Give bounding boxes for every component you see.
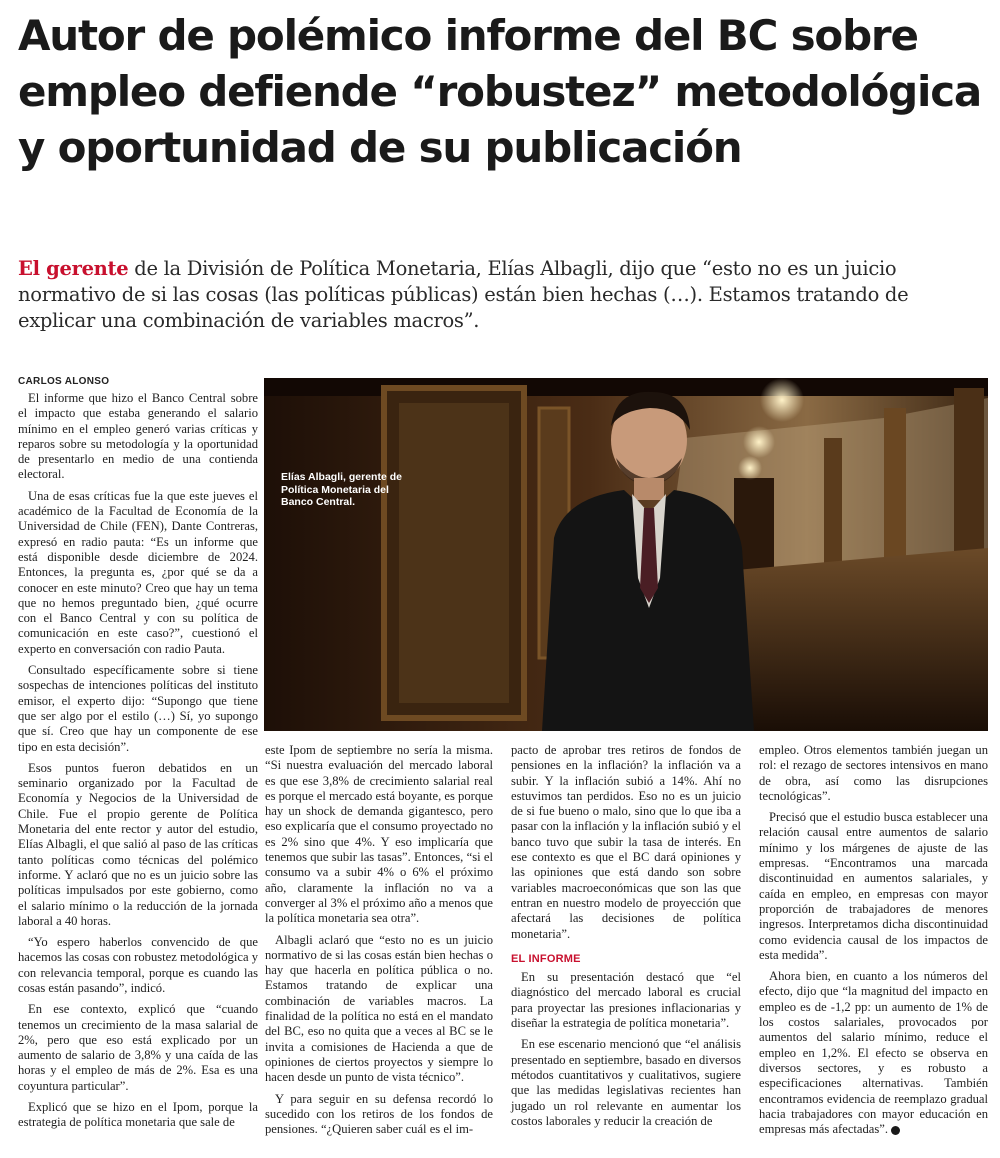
byline: CARLOS ALONSO	[18, 376, 110, 387]
headline: Autor de polémico informe del BC sobre empleo defiende “robustez” metodológica y oportunidad de su publicación	[18, 11, 982, 172]
paragraph: empleo. Otros elementos también juegan un rol: el rezago de sectores intensivos en mano de obra, así como las disrupciones tecnológicas”.	[759, 743, 988, 803]
paragraph: Una de esas críticas fue la que este jueves el académico de la Facultad de Economía de la Universidad de Chile (FEN), Dante Contreras, expresó en radio pauta: “Es un informe que está disponible desde diciembre de 2024. Entonces, la pregunta es, ¿por qué se da a conocer en este minuto? Creo que hay un tema que no hemos preguntado bien, ¿qué ocurre con el Banco Central y con su política de comunicación en este caso?”, cuestionó el experto en conversación con radio Pauta.	[18, 488, 258, 656]
paragraph: Precisó que el estudio busca establecer una relación causal entre aumentos de salario mínimo y los márgenes de ajuste de las empresas. “Encontramos una marcada discontinuidad en aumentos salariales, y caída en empleo, en empresas con mayor proporción de trabajadores de menores ingresos. Interpretamos dicha discontinuidad como evidencia causal de los impactos de esta medida”.	[759, 810, 988, 962]
column-4	[759, 743, 988, 1143]
lead-kicker: El gerente	[18, 257, 129, 280]
photo-caption: Elías Albagli, gerente de Política Monetaria del Banco Central.	[281, 471, 402, 508]
paragraph-text: Ahora bien, en cuanto a los números del efecto, dijo que “la magnitud del impacto en empleo es de -1,2 pp: un aumento de 1% de los costos salariales, provocados por aumentos del salario mínimo, reduce el empleo en 1,2%. El efecto se observa en diversos sectores, y es robusto a especificaciones alternativas. También encontramos evidencia de reemplazo gradual hacia trabajadores con mayor educación en empresas más afectadas”.	[759, 969, 988, 1137]
hallway-portrait-illustration	[264, 378, 988, 731]
paragraph: En ese contexto, explicó que “cuando tenemos un crecimiento de la masa salarial de 2%, pero que eso está explicado por un aumento de salario de 3,8% y una caída de las horas y el empleo de más de 2%. Esa es una coyuntura particular”.	[18, 1002, 258, 1093]
column-1	[18, 391, 258, 1137]
paragraph: Esos puntos fueron debatidos en un seminario organizado por la Facultad de Economía y Negocios de la Universidad de Chile. Fue el propio gerente de Política Monetaria del ente rector y autor del estudio, Elías Albagli, el que salió al paso de las críticas tanto políticas como técnicas del polémico informe. Y aclaró que no es un juicio sobre las políticas impulsados por este gobierno, como el salario mínimo o la reducción de la jornada laboral a 40 horas.	[18, 760, 258, 928]
paragraph: Consultado específicamente sobre si tiene sospechas de intenciones políticas del instituto emisor, el experto dijo: “Supongo que tiene que ser algo por el estilo (…) Sí, yo supongo que sí. Creo que hay un componente de ese tipo en esta decisión”.	[18, 663, 258, 754]
lead-text: de la División de Política Monetaria, Elías Albagli, dijo que “esto no es un juicio normativo de si las cosas (las políticas públicas) están bien hechas (…). Estamos tratando de explicar una combinación de variables macros”.	[18, 257, 909, 332]
section-subhead: EL INFORME	[511, 952, 581, 965]
paragraph: pacto de aprobar tres retiros de fondos de pensiones en la inflación? la inflación va a subir. Y la inflación subió a 14%. Ahí no estuvimos tan perdidos. Eso no es un juicio de si fue bueno o malo, sino que lo que iba a pasar con la inflación y la inflación subió y el banco tuvo que subir la tasa de interés. En ese contexto es que el BC dará opiniones y las opiniones que está dando son sobre variables macroeconómicas que son las que entran en nuestro modelo de proyección que afectará las decisiones de política monetaria”.	[511, 743, 741, 941]
paragraph: “Yo espero haberlos convencido de que hacemos las cosas con robustez metodológica y con relevancia temporal, porque es cuando las cosas están pasando”, indicó.	[18, 935, 258, 995]
paragraph: Explicó que se hizo en el Ipom, porque la estrategia de política monetaria que sale de	[18, 1100, 258, 1130]
lead-paragraph	[18, 256, 988, 334]
paragraph: este Ipom de septiembre no sería la misma. “Si nuestra evaluación del mercado laboral es que ese 3,8% de crecimiento salarial real es porque el mercado está boyante, es porque hay un shock de demanda gigantesco, pero eso explicaría que el consumo proyectado no es 2% sino que 4%. Y eso implicaría que tenemos que subir las tasas”. Entonces, “si el consumo va a subir 4% o 6% el próximo año, claramente la inflación no va a converger al 3% el próximo año a menos que la política monetaria sea otra”.	[265, 743, 493, 926]
paragraph: El informe que hizo el Banco Central sobre el impacto que estaba generando el salario mínimo en el empleo generó varias críticas y reparos sobre su metodología y la oportunidad de presentarlo en medio de una contienda electoral.	[18, 391, 258, 482]
paragraph: En ese escenario mencionó que “el análisis presentado en septiembre, basado en diversos métodos cuantitativos y cualitativos, sugiere que las medidas legislativas recientes han jugado un rol relevante en aumentar los costos laborales y reducir la creación de	[511, 1037, 741, 1128]
end-of-article-icon	[891, 1126, 900, 1135]
paragraph: Y para seguir en su defensa recordó lo sucedido con los retiros de los fondos de pensiones. “¿Quieren saber cuál es el im-	[265, 1091, 493, 1137]
article-photo	[264, 378, 988, 731]
column-2	[265, 743, 493, 1143]
paragraph: En su presentación destacó que “el diagnóstico del mercado laboral es crucial para proyectar las presiones inflacionarias y diseñar la estrategia de política monetaria”.	[511, 970, 741, 1031]
paragraph	[759, 969, 988, 1137]
paragraph: Albagli aclaró que “esto no es un juicio normativo de si las cosas están bien hechas o hay que hacerla en política pública o no. Estamos tratando de explicar una combinación de variables macros. La finalidad de la política no está en el mandato del BC, eso no quita que a veces al BC se le invita a comisiones de Hacienda a que de opiniones de ciertos proyectos y siempre lo hacen desde un punto de vista técnico”.	[265, 932, 493, 1085]
column-3	[511, 743, 741, 1135]
